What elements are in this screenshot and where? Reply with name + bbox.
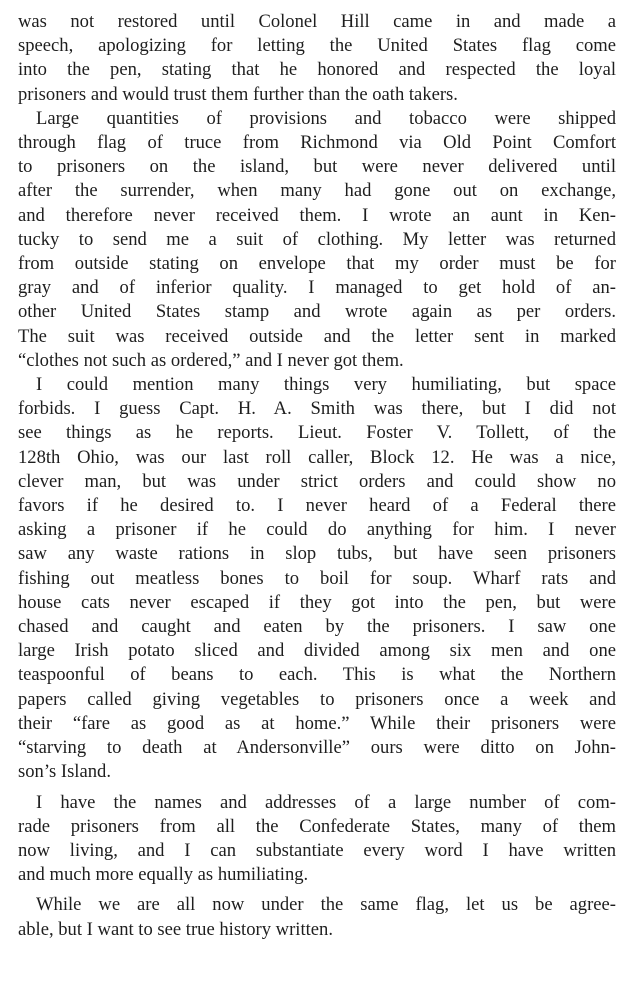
text-line: The suit was received outside and the letter sent in marked bbox=[18, 325, 616, 347]
text-line: to prisoners on the island, but were never delivered until bbox=[18, 156, 616, 178]
text-line: favors if he desired to. I never heard of a Federal there bbox=[18, 495, 616, 517]
paragraph-1 bbox=[18, 10, 616, 107]
text-line: saw any waste rations in slop tubs, but have seen prisoners bbox=[18, 543, 616, 565]
text-line: I could mention many things very humiliating, but space bbox=[36, 374, 616, 396]
text-line: house cats never escaped if they got into the pen, but were bbox=[18, 591, 616, 613]
text-line: from outside stating on envelope that my order must be for bbox=[18, 253, 616, 275]
text-line: through flag of truce from Richmond via Old Point Comfort bbox=[18, 132, 616, 154]
text-line: chased and caught and eaten by the prisoners. I saw one bbox=[18, 616, 616, 638]
text-line: now living, and I can substantiate every word I have written bbox=[18, 839, 616, 861]
text-line: 128th Ohio, was our last roll caller, Block 12. He was a nice, bbox=[18, 446, 616, 468]
text-line: speech, apologizing for letting the United States flag come bbox=[18, 35, 616, 57]
text-line: and therefore never received them. I wrote an aunt in Ken- bbox=[18, 204, 616, 226]
text-line: into the pen, stating that he honored and respected the loyal bbox=[18, 59, 616, 81]
text-line: “starving to death at Andersonville” ours were ditto on John- bbox=[18, 737, 616, 759]
text-line: rade prisoners from all the Confederate States, many of them bbox=[18, 815, 616, 837]
paragraph-5 bbox=[18, 893, 616, 941]
text-line: Large quantities of provisions and tobacco were shipped bbox=[36, 107, 616, 129]
text-line: papers called giving vegetables to prisoners once a week and bbox=[18, 688, 616, 710]
text-line: able, but I want to see true history written. bbox=[18, 918, 333, 940]
paragraph-4 bbox=[18, 791, 616, 888]
text-line: see things as he reports. Lieut. Foster V. Tollett, of the bbox=[18, 422, 616, 444]
text-line: clever man, but was under strict orders and could show no bbox=[18, 470, 616, 492]
text-line: asking a prisoner if he could do anything for him. I never bbox=[18, 519, 616, 541]
text-line: son’s Island. bbox=[18, 761, 111, 783]
text-line: teaspoonful of beans to each. This is what the Northern bbox=[18, 664, 616, 686]
text-line: tucky to send me a suit of clothing. My letter was returned bbox=[18, 228, 616, 250]
text-line: I have the names and addresses of a large number of com- bbox=[36, 791, 616, 813]
text-line: other United States stamp and wrote again as per orders. bbox=[18, 301, 616, 323]
document-page bbox=[18, 10, 616, 942]
text-line: forbids. I guess Capt. H. A. Smith was there, but I did not bbox=[18, 398, 616, 420]
text-line: and much more equally as humiliating. bbox=[18, 864, 309, 886]
text-line: “clothes not such as ordered,” and I never got them. bbox=[18, 349, 404, 371]
paragraph-3 bbox=[18, 373, 616, 784]
text-line: prisoners and would trust them further than the oath takers. bbox=[18, 83, 458, 105]
text-line: gray and of inferior quality. I managed to get hold of an- bbox=[18, 277, 616, 299]
paragraph-2 bbox=[18, 107, 616, 373]
text-line: While we are all now under the same flag, let us be agree- bbox=[36, 894, 616, 916]
text-line: after the surrender, when many had gone out on exchange, bbox=[18, 180, 616, 202]
text-line: was not restored until Colonel Hill came in and made a bbox=[18, 11, 616, 32]
text-line: fishing out meatless bones to boil for soup. Wharf rats and bbox=[18, 567, 616, 589]
text-line: their “fare as good as at home.” While their prisoners were bbox=[18, 712, 616, 734]
text-line: large Irish potato sliced and divided among six men and one bbox=[18, 640, 616, 662]
